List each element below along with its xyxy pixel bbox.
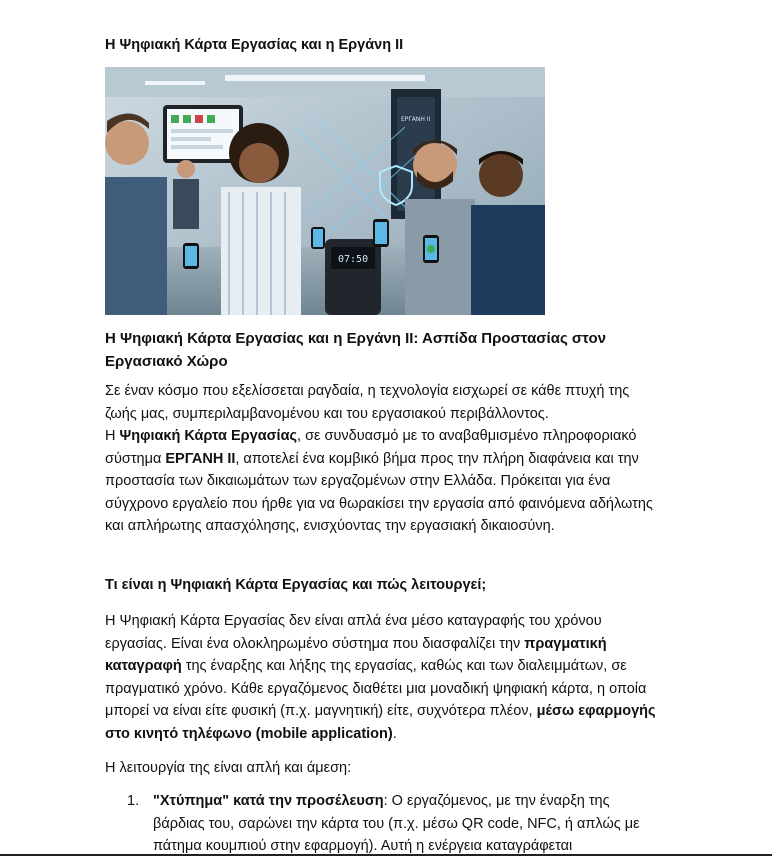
- hero-image: [105, 67, 545, 315]
- intro-paragraph: [105, 380, 665, 538]
- section-bold-2: μέσω εφαρμογής στο κινητό τηλέφωνο (mobile application): [105, 703, 656, 742]
- intro-bold-2: ΕΡΓΑΝΗ ΙΙ: [165, 450, 236, 467]
- article-title: Η Ψηφιακή Κάρτα Εργασίας και η Εργάνη ΙΙ: [105, 37, 404, 53]
- section-paragraph: [105, 610, 665, 745]
- section-text-1: Η Ψηφιακή Κάρτα Εργασίας δεν είναι απλά ένα μέσο καταγραφής του χρόνου εργασίας. Είναι ένα ολοκληρωμένο σύστημα που διασφαλίζει την: [105, 613, 602, 652]
- list-item: [127, 790, 647, 858]
- section-text-2: της έναρξης και λήξης της εργασίας, καθώς και των διαλειμμάτων, σε πραγματικό χρόνο. Κάθε εργαζόμενος διαθέτει μια μοναδική ψηφιακή κάρτα, η οποία μπορεί να είναι είτε φυσική (π.χ. μαγνητική) είτε, συχνότερα πλέον,: [105, 658, 647, 719]
- page-bottom-rule: [0, 854, 772, 856]
- section-heading: Τι είναι η Ψηφιακή Κάρτα Εργασίας και πώς λειτουργεί;: [105, 577, 487, 593]
- intro-bold-1: Ψηφιακή Κάρτα Εργασίας: [119, 428, 298, 444]
- step-bold: "Χτύπημα" κατά την προσέλευση: [153, 793, 384, 809]
- intro-text-3: , σε συνδυασμό με το αναβαθμισμένο πληροφοριακό σύστημα: [105, 428, 637, 467]
- intro-text-4: , αποτελεί ένα κομβικό βήμα προς την πλήρη διαφάνεια και την προστασία των δικαιωμάτων των εργαζομένων στην Ελλάδα. Πρόκειται για ένα σύγχρονο εργαλείο που ήρθε για να θωρακίσει την εργασία από φαινόμενα αδήλωτης και απλήρωτης απασχόλησης, ενισχύοντας την εργασιακή δικαιοσύνη.: [105, 450, 653, 534]
- hero-illustration: [105, 67, 545, 315]
- kiosk-clock: 07:50: [338, 254, 369, 265]
- steps-list: [127, 790, 647, 858]
- intro-text-2: Η: [105, 428, 120, 444]
- step-number: 1.: [127, 793, 140, 809]
- step-text: [127, 790, 647, 858]
- article-subtitle: Η Ψηφιακή Κάρτα Εργασίας και η Εργάνη ΙΙ: Ασπίδα Προστασίας στον Εργασιακό Χώρο: [105, 330, 606, 370]
- function-intro: Η λειτουργία της είναι απλή και άμεση:: [105, 760, 352, 776]
- intro-text-1: Σε έναν κόσμο που εξελίσσεται ραγδαία, η τεχνολογία εισχωρεί σε κάθε πτυχή της ζωής μας, συμπεριλαμβανομένου και του εργασιακού περιβάλλοντος.: [105, 383, 630, 422]
- step-body: : Ο εργαζόμενος, με την έναρξη της βάρδιας του, σαρώνει την κάρτα του (π.χ. μέσω QR code, NFC, ή απλώς με πάτημα κουμπιού στην εφαρμογή). Αυτή η ενέργεια καταγράφεται: [153, 793, 640, 854]
- kiosk-sign: ΕΡΓΑΝΗ ΙΙ: [401, 116, 431, 123]
- section-bold-1: πραγματική καταγραφή: [105, 635, 607, 674]
- section-text-3: .: [392, 725, 397, 742]
